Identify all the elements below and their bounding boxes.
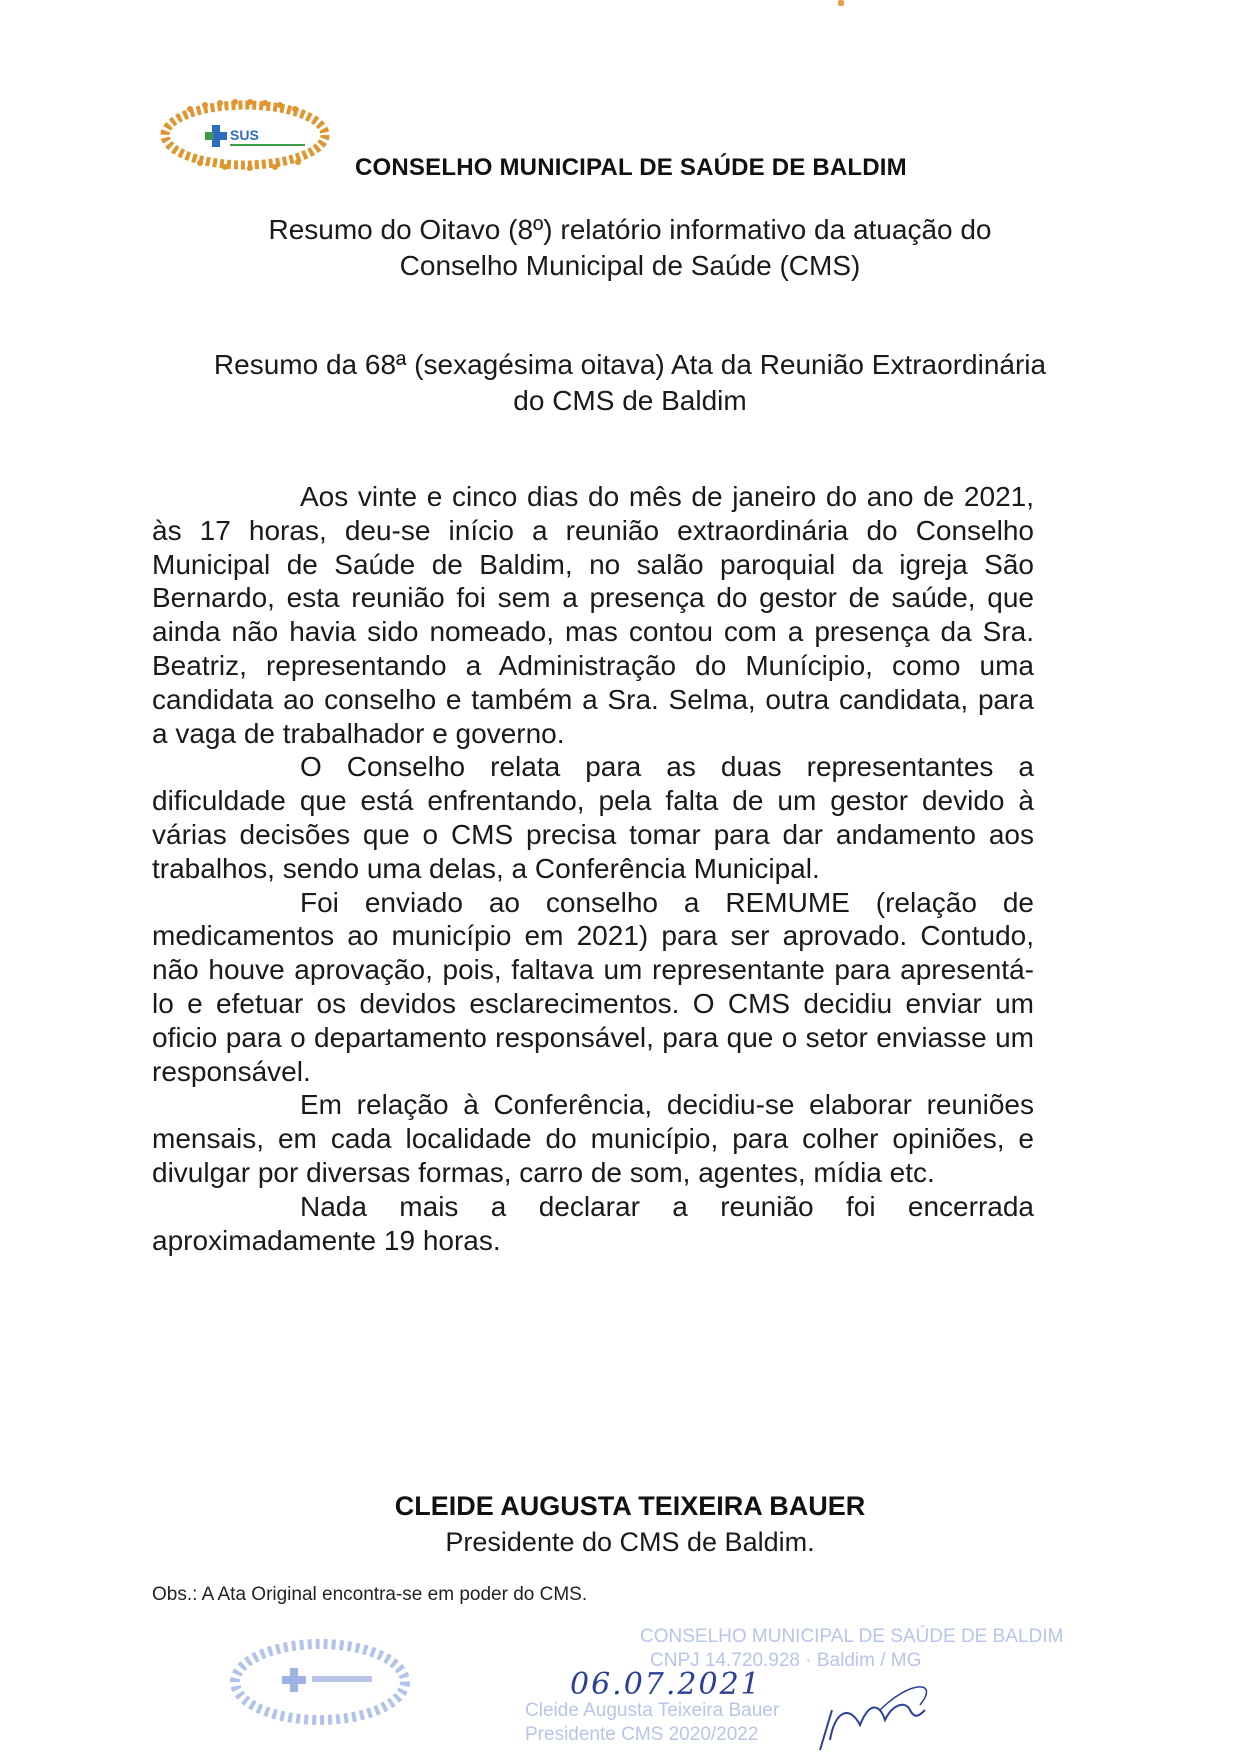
minutes-title-line2: do CMS de Baldim [513,385,747,416]
minutes-body [152,480,1034,1257]
paragraph: Nada mais a declarar a reunião foi encerrada aproximadamente 19 horas. [152,1190,1034,1256]
logo-text: SUS [230,127,259,143]
handwritten-date: 06.07.2021 [570,1667,762,1702]
paragraph: O Conselho relata para as duas representantes a dificuldade que está enfrentando, pela falta de um gestor devido à várias decisões que o CMS precisa tomar para dar andamento aos trabalhos, sendo uma delas, a Conferência Municipal. [152,751,1034,884]
paragraph: Em relação à Conferência, decidiu-se elaborar reuniões mensais, em cada localidade do município, para colher opiniões, e divulgar por diversas formas, carro de som, agentes, mídia etc. [152,1089,1034,1188]
signer-name: CLEIDE AUGUSTA TEIXEIRA BAUER [394,1491,866,1521]
paragraph: Aos vinte e cinco dias do mês de janeiro do ano de 2021, às 17 horas, deu-se início a reunião extraordinária do Conselho Municipal de Saúde de Baldim, no salão paroquial da igreja São Bernardo, esta reunião foi sem a presença do gestor de saúde, que ainda não havia sido nomeado, mas contou com a presença da Sra. Beatriz, representando a Administração do Munícipio, como uma candidata ao conselho e também a Sra. Selma, outra candidata, para a vaga de trabalhador e governo. [152,481,1034,749]
sus-council-logo-icon [150,95,350,175]
summary-title-line2: Conselho Municipal de Saúde (CMS) [399,250,861,281]
paragraph: Foi enviado ao conselho a REMUME (relação de medicamentos ao município em 2021) para ser aprovado. Contudo, não houve aprovação, pois, faltava um representante para apresentá-lo e efetuar os devidos esclarecimentos. O CMS decidiu enviar um oficio para o departamento responsável, para que o setor enviasse um responsável. [152,886,1034,1087]
org-title: CONSELHO MUNICIPAL DE SAÚDE DE BALDIM [355,154,907,181]
minutes-title [150,347,1110,419]
scan-mark [838,0,844,6]
stamp-line3: Cleide Augusta Teixeira Bauer [525,1700,780,1721]
stamp-line2: CNPJ 14.720.928 · Baldim / MG [650,1650,922,1671]
summary-title [150,212,1110,284]
minutes-title-line1: Resumo da 68ª (sexagésima oitava) Ata da Reunião Extraordinária [213,349,1047,380]
signer-role: Presidente do CMS de Baldim. [445,1527,815,1557]
stamp-line4: Presidente CMS 2020/2022 [525,1724,759,1745]
summary-title-line1: Resumo do Oitavo (8º) relatório informativo da atuação do [268,214,992,245]
stamp-line1: CONSELHO MUNICIPAL DE SAÚDE DE BALDIM [640,1626,1064,1647]
observation-note: Obs.: A Ata Original encontra-se em poder do CMS. [152,1584,588,1605]
